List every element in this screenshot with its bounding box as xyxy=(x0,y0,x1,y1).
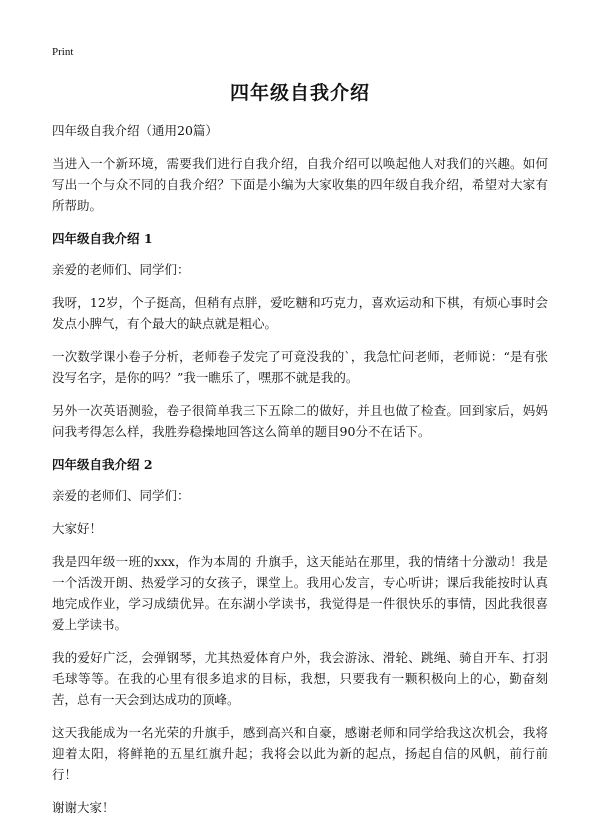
section-heading-1: 四年级自我介绍 1 xyxy=(52,231,153,246)
intro-paragraph: 当进入一个新环境，需要我们进行自我介绍，自我介绍可以唤起他人对我们的兴趣。如何写出一个与众不同的自我介绍？下面是小编为大家收集的四年级自我介绍，希望对大家有所帮助。 xyxy=(52,156,548,213)
section-1-paragraph: 一次数学课小卷子分析，老师卷子发完了可竟没我的`，我急忙问老师，老师说：“是有张没写名字，是你的吗？”我一瞧乐了，嘿那不就是我的。 xyxy=(52,349,548,385)
section-heading-2: 四年级自我介绍 2 xyxy=(52,457,153,472)
section-2-paragraph: 亲爱的老师们、同学们： xyxy=(52,488,190,503)
section-1-paragraph: 另外一次英语测验，卷子很简单我三下五除二的做好，并且也做了检查。回到家后，妈妈问我考得怎么样，我胜券稳操地回答这么简单的题目90分不在话下。 xyxy=(52,403,548,439)
section-1-paragraph: 亲爱的老师们、同学们： xyxy=(52,262,190,277)
section-1-paragraph: 我呀，12岁，个子挺高，但稍有点胖，爱吃糖和巧克力，喜欢运动和下棋，有烦心事时会发点小脾气，有个最大的缺点就是粗心。 xyxy=(52,295,548,331)
print-link[interactable]: Print xyxy=(52,46,74,58)
section-2-paragraph: 我的爱好广泛，会弹钢琴，尤其热爱体育户外，我会游泳、滑轮、跳绳、骑自开车、打羽毛球等等。在我的心里有很多追求的目标，我想，只要我有一颗积极向上的心，勤奋刻苦，总有一天会到达成功的顶峰。 xyxy=(52,650,548,707)
page-title: 四年级自我介绍 xyxy=(229,82,370,104)
section-2-paragraph: 我是四年级一班的xxx，作为本周的 升旗手，这天能站在那里，我的情绪十分激动！我是一个活泼开朗、热爱学习的女孩子，课堂上。我用心发言，专心听讲；课后我能按时认真地完成作业，学习成绩优异。在东湖小学读书，我觉得是一件很快乐的事情，因此我很喜爱上学读书。 xyxy=(52,554,548,632)
section-2-paragraph: 大家好！ xyxy=(52,521,103,536)
section-2-paragraph: 这天我能成为一名光荣的升旗手，感到高兴和自豪，感谢老师和同学给我这次机会，我将迎着太阳，将鲜艳的五星红旗升起；我将会以此为新的起点，扬起自信的风帆，前行前行！ xyxy=(52,725,548,782)
article-body xyxy=(52,120,548,830)
section-2-paragraph: 谢谢大家！ xyxy=(52,800,115,815)
article-subtitle: 四年级自我介绍（通用20篇） xyxy=(52,123,218,138)
